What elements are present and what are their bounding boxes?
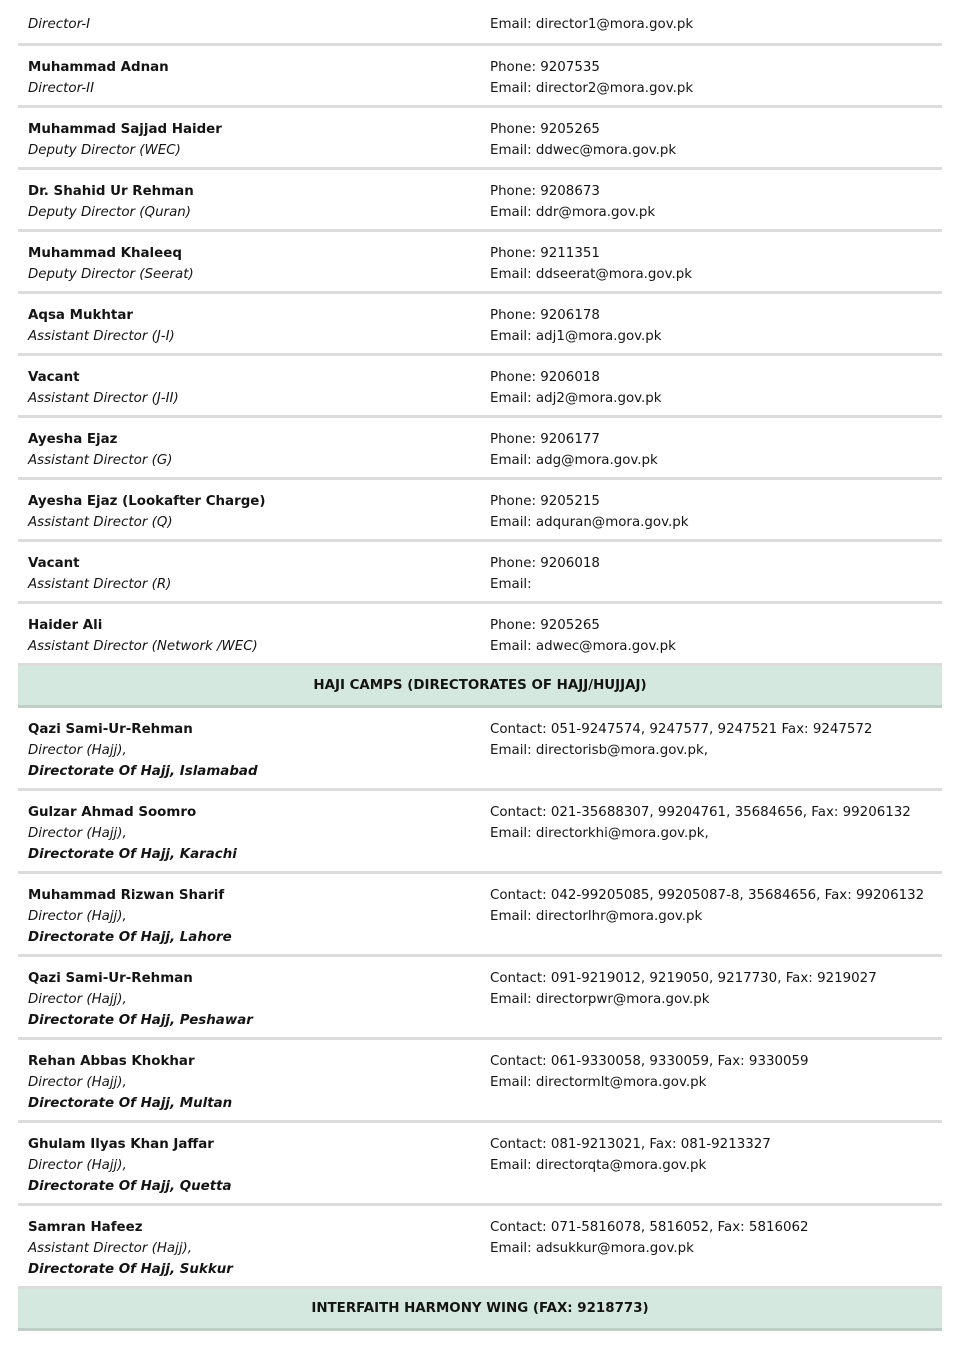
table-row: [18, 170, 942, 232]
table-row: [18, 1123, 942, 1206]
directorate-name: Directorate Of Hajj, Peshawar: [28, 1013, 253, 1028]
official-phone: Phone: 9205265: [490, 618, 600, 633]
official-phone: Phone: 9205215: [490, 494, 600, 509]
official-name: Samran Hafeez: [28, 1220, 143, 1235]
contact-cell: [480, 1206, 942, 1286]
official-contact: Contact: 081-9213021, Fax: 081-9213327: [490, 1137, 771, 1152]
official-title: Director-I: [28, 17, 91, 32]
official-title: Director (Hajj),: [28, 826, 127, 841]
officials-list: [18, 46, 942, 666]
official-title: Assistant Director (Network /WEC): [28, 639, 258, 654]
official-name: Muhammad Sajjad Haider: [28, 122, 222, 137]
table-row: [18, 604, 942, 666]
official-phone: Phone: 9206018: [490, 370, 600, 385]
official-phone: Phone: 9206178: [490, 308, 600, 323]
table-row: [18, 480, 942, 542]
table-row: [18, 356, 942, 418]
official-phone: Phone: 9211351: [490, 246, 600, 261]
official-email: Email: adj2@mora.gov.pk: [490, 391, 662, 406]
haji-camps-list: [18, 708, 942, 1289]
official-title: Assistant Director (G): [28, 453, 173, 468]
table-row: [18, 957, 942, 1040]
directorate-name: Directorate Of Hajj, Lahore: [28, 930, 232, 945]
official-title: Deputy Director (Seerat): [28, 267, 194, 282]
directorate-name: Directorate Of Hajj, Multan: [28, 1096, 233, 1111]
official-name: Gulzar Ahmad Soomro: [28, 805, 197, 820]
official-name: Vacant: [28, 370, 80, 385]
section-heading-haji-camps: HAJI CAMPS (DIRECTORATES OF HAJJ/HUJJAJ): [18, 666, 942, 708]
official-email: Email: directorisb@mora.gov.pk,: [490, 743, 709, 758]
official-title: Director (Hajj),: [28, 1158, 127, 1173]
official-contact: Contact: 021-35688307, 99204761, 35684656, Fax: 99206132: [490, 805, 911, 820]
official-email: Email: directorpwr@mora.gov.pk: [490, 992, 710, 1007]
contact-cell: [480, 1040, 942, 1120]
official-title: Director (Hajj),: [28, 1075, 127, 1090]
person-cell: [18, 356, 480, 415]
table-row: [18, 708, 942, 791]
official-name: Haider Ali: [28, 618, 103, 633]
official-name: Ayesha Ejaz (Lookafter Charge): [28, 494, 266, 509]
official-email: Email: directorkhi@mora.gov.pk,: [490, 826, 709, 841]
table-row: [18, 46, 942, 108]
person-cell: [18, 294, 480, 353]
person-cell: [18, 46, 480, 105]
official-email: Email: directormlt@mora.gov.pk: [490, 1075, 707, 1090]
table-row: [18, 294, 942, 356]
person-cell: [18, 0, 480, 43]
contact-cell: [480, 0, 942, 43]
official-title: Assistant Director (J-I): [28, 329, 175, 344]
contact-cell: [480, 604, 942, 663]
person-cell: [18, 1123, 480, 1203]
official-phone: Phone: 9208673: [490, 184, 600, 199]
contact-cell: [480, 46, 942, 105]
official-name: Ayesha Ejaz: [28, 432, 118, 447]
official-title: Assistant Director (R): [28, 577, 172, 592]
person-cell: [18, 542, 480, 601]
official-title: Assistant Director (J-II): [28, 391, 179, 406]
contact-cell: [480, 708, 942, 788]
official-email: Email: ddwec@mora.gov.pk: [490, 143, 677, 158]
contact-cell: [480, 294, 942, 353]
contact-cell: [480, 356, 942, 415]
official-title: Director-II: [28, 81, 95, 96]
official-contact: Contact: 051-9247574, 9247577, 9247521 Fax: 9247572: [490, 722, 873, 737]
official-title: Deputy Director (Quran): [28, 205, 191, 220]
official-contact: Contact: 071-5816078, 5816052, Fax: 5816062: [490, 1220, 809, 1235]
person-cell: [18, 708, 480, 788]
official-name: Qazi Sami-Ur-Rehman: [28, 971, 193, 986]
official-email: Email: directorqta@mora.gov.pk: [490, 1158, 707, 1173]
official-title: Director (Hajj),: [28, 992, 127, 1007]
official-name: Rehan Abbas Khokhar: [28, 1054, 195, 1069]
official-phone: Phone: 9205265: [490, 122, 600, 137]
official-email: Email: directorlhr@mora.gov.pk: [490, 909, 703, 924]
table-row: [18, 1040, 942, 1123]
person-cell: [18, 232, 480, 291]
official-title: Deputy Director (WEC): [28, 143, 181, 158]
official-email: Email: adquran@mora.gov.pk: [490, 515, 689, 530]
official-contact: Contact: 042-99205085, 99205087-8, 35684656, Fax: 99206132: [490, 888, 925, 903]
table-row: [18, 1206, 942, 1289]
official-email: Email: adsukkur@mora.gov.pk: [490, 1241, 694, 1256]
official-email: Email: adj1@mora.gov.pk: [490, 329, 662, 344]
official-phone: Phone: 9206177: [490, 432, 600, 447]
official-email: Email: adg@mora.gov.pk: [490, 453, 658, 468]
official-email: Email: ddr@mora.gov.pk: [490, 205, 656, 220]
person-cell: [18, 170, 480, 229]
contact-cell: [480, 480, 942, 539]
person-cell: [18, 418, 480, 477]
official-name: Muhammad Adnan: [28, 60, 169, 75]
official-email: Email:: [490, 577, 532, 592]
contact-cell: [480, 874, 942, 954]
person-cell: [18, 604, 480, 663]
directorate-name: Directorate Of Hajj, Sukkur: [28, 1262, 233, 1277]
table-row: [18, 232, 942, 294]
official-phone: Phone: 9206018: [490, 556, 600, 571]
table-row: [18, 542, 942, 604]
directorate-name: Directorate Of Hajj, Islamabad: [28, 764, 258, 779]
official-title: Assistant Director (Hajj),: [28, 1241, 193, 1256]
table-row: [18, 874, 942, 957]
contact-cell: [480, 791, 942, 871]
official-name: Qazi Sami-Ur-Rehman: [28, 722, 193, 737]
person-cell: [18, 480, 480, 539]
official-title: Assistant Director (Q): [28, 515, 173, 530]
official-title: Director (Hajj),: [28, 909, 127, 924]
official-email: Email: director2@mora.gov.pk: [490, 81, 694, 96]
official-email: Email: director1@mora.gov.pk: [490, 17, 694, 32]
contact-cell: [480, 957, 942, 1037]
official-name: Muhammad Rizwan Sharif: [28, 888, 225, 903]
section-heading-interfaith: INTERFAITH HARMONY WING (FAX: 9218773): [18, 1289, 942, 1331]
contact-cell: [480, 170, 942, 229]
contact-cell: [480, 418, 942, 477]
table-row: [18, 418, 942, 480]
person-cell: [18, 1206, 480, 1286]
official-name: Dr. Shahid Ur Rehman: [28, 184, 194, 199]
official-name: Vacant: [28, 556, 80, 571]
directorate-name: Directorate Of Hajj, Karachi: [28, 847, 237, 862]
person-cell: [18, 957, 480, 1037]
official-name: Ghulam Ilyas Khan Jaffar: [28, 1137, 214, 1152]
table-row: [18, 108, 942, 170]
person-cell: [18, 874, 480, 954]
official-title: Director (Hajj),: [28, 743, 127, 758]
official-name: Aqsa Mukhtar: [28, 308, 133, 323]
person-cell: [18, 1040, 480, 1120]
table-row: [18, 791, 942, 874]
official-email: Email: adwec@mora.gov.pk: [490, 639, 676, 654]
contact-cell: [480, 232, 942, 291]
official-phone: Phone: 9207535: [490, 60, 600, 75]
directorate-name: Directorate Of Hajj, Quetta: [28, 1179, 232, 1194]
official-contact: Contact: 091-9219012, 9219050, 9217730, Fax: 9219027: [490, 971, 877, 986]
table-row: [18, 0, 942, 46]
official-email: Email: ddseerat@mora.gov.pk: [490, 267, 693, 282]
person-cell: [18, 791, 480, 871]
contact-cell: [480, 108, 942, 167]
official-name: Muhammad Khaleeq: [28, 246, 182, 261]
official-contact: Contact: 061-9330058, 9330059, Fax: 9330059: [490, 1054, 809, 1069]
contact-cell: [480, 1123, 942, 1203]
person-cell: [18, 108, 480, 167]
directory-table: [18, 0, 942, 1331]
contact-cell: [480, 542, 942, 601]
